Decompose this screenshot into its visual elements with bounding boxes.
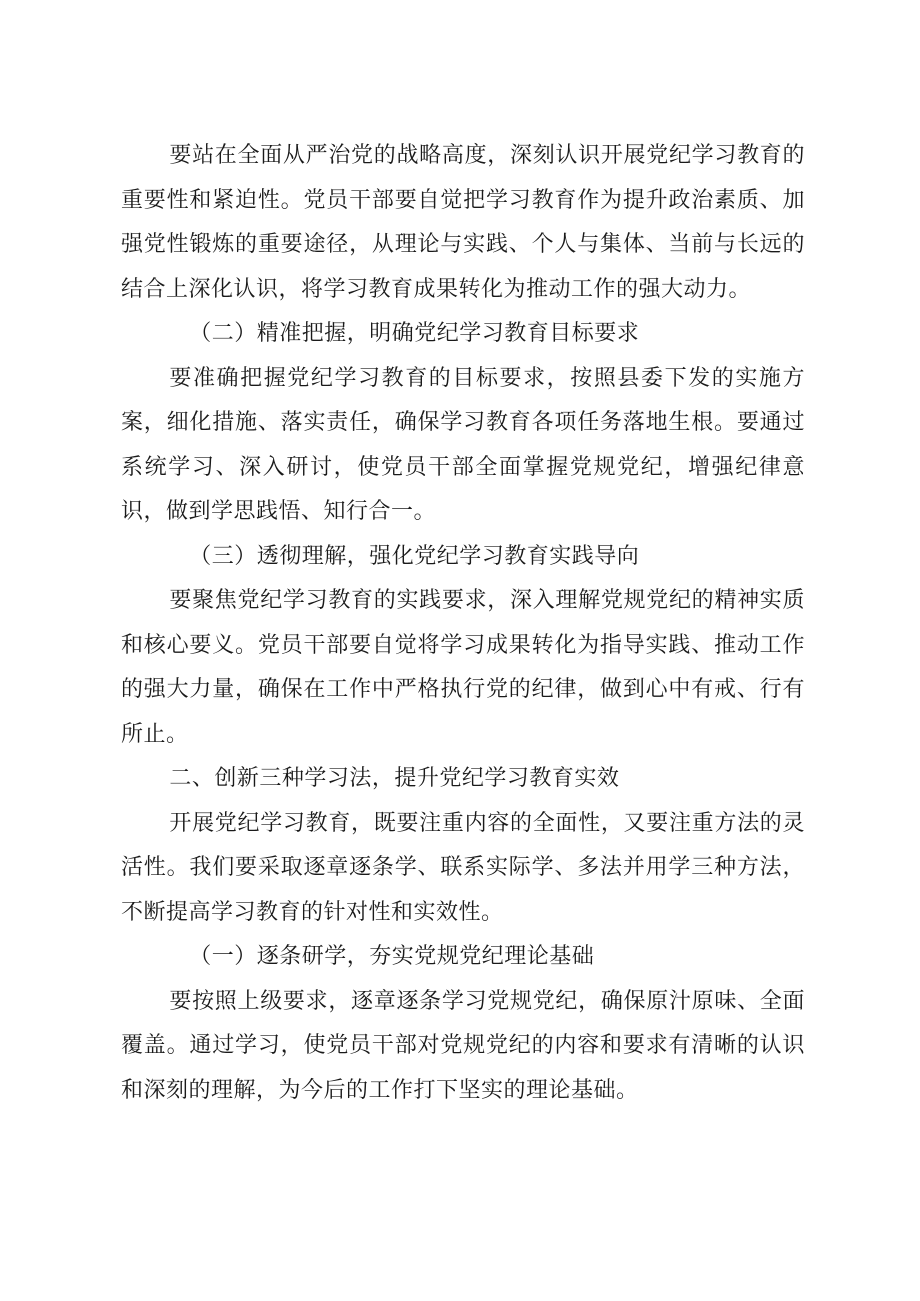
body-paragraph: 要站在全面从严治党的战略高度，深刻认识开展党纪学习教育的重要性和紧迫性。党员干部要自觉把学习教育作为提升政治素质、加强党性锻炼的重要途径，从理论与实践、个人与集体、当前与长远的结合上深化认识，将学习教育成果转化为推动工作的强大动力。 (121, 143, 805, 302)
section-heading: 二、创新三种学习法，提升党纪学习教育实效 (169, 766, 620, 791)
sub-heading: （二）精准把握，明确党纪学习教育目标要求 (189, 321, 640, 346)
body-paragraph: 要按照上级要求，逐章逐条学习党规党纪，确保原汁原味、全面覆盖。通过学习，使党员干部对党规党纪的内容和要求有清晰的认识和深刻的理解，为今后的工作打下坚实的理论基础。 (121, 988, 805, 1103)
body-paragraph: 开展党纪学习教育，既要注重内容的全面性，又要注重方法的灵活性。我们要采取逐章逐条学、联系实际学、多法并用学三种方法，不断提高学习教育的针对性和实效性。 (121, 810, 805, 925)
sub-heading: （一）逐条研学，夯实党规党纪理论基础 (189, 944, 595, 969)
sub-heading: （三）透彻理解，强化党纪学习教育实践导向 (189, 543, 640, 569)
document-body (121, 134, 805, 1113)
body-paragraph: 要准确把握党纪学习教育的目标要求，按照县委下发的实施方案，细化措施、落实责任，确保学习教育各项任务落地生根。要通过系统学习、深入研讨，使党员干部全面掌握党规党纪，增强纪律意识，做到学思践悟、知行合一。 (121, 365, 805, 524)
body-paragraph: 要聚焦党纪学习教育的实践要求，深入理解党规党纪的精神实质和核心要义。党员干部要自觉将学习成果转化为指导实践、推动工作的强大力量，确保在工作中严格执行党的纪律，做到心中有戒、行有所止。 (121, 588, 805, 747)
